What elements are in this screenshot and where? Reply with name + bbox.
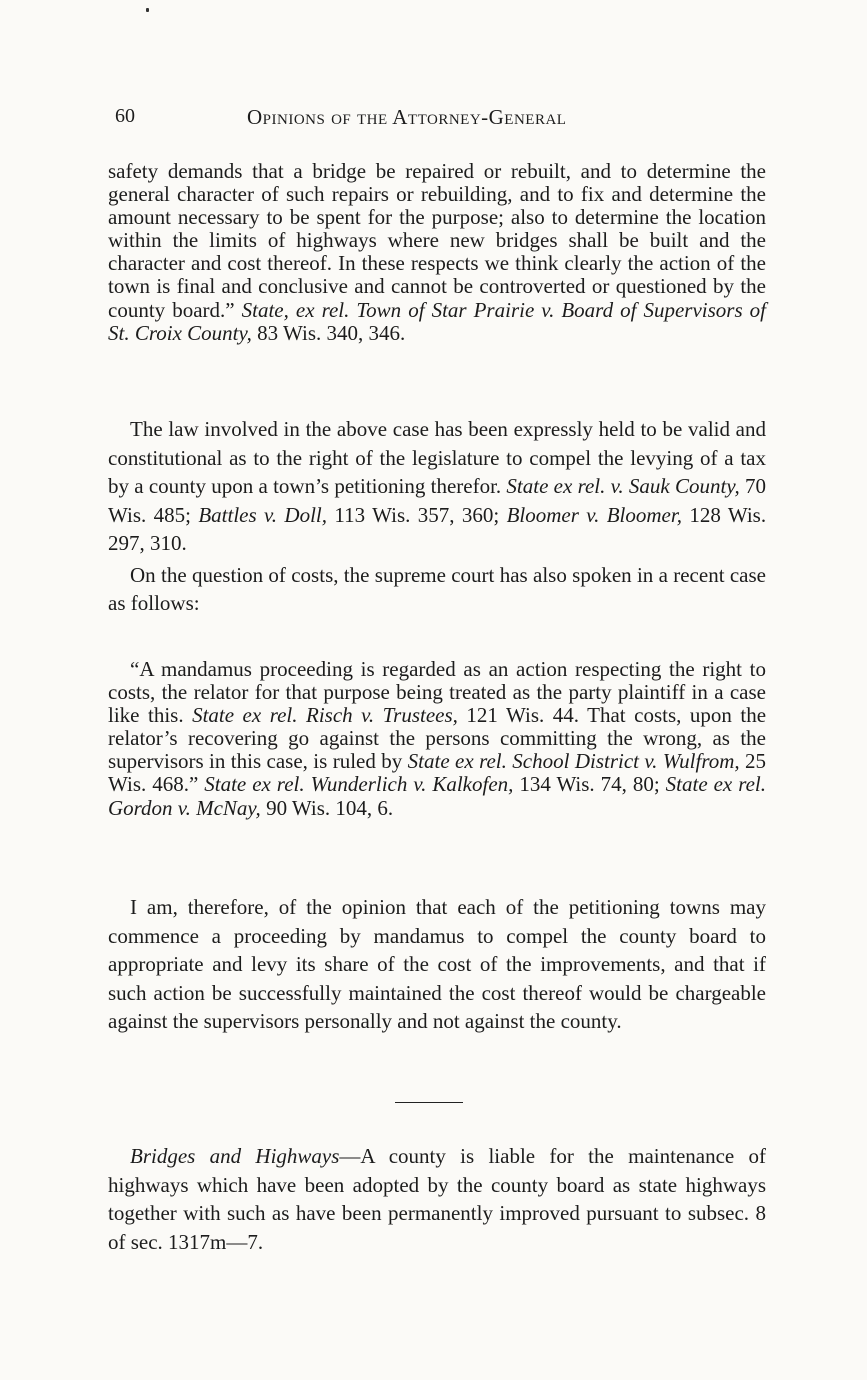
law-paragraph: [108, 415, 766, 618]
paragraph-text: On the question of costs, the supreme court has also spoken in a recent case as follows:: [108, 562, 766, 615]
case-cite: 70 Wis. 485;: [108, 474, 766, 527]
section-divider: [395, 1102, 463, 1103]
case-cite: 113 Wis. 357, 360;: [334, 502, 500, 527]
case-cite: 121 Wis. 44.: [466, 703, 580, 728]
case-cite: 90 Wis. 104, 6.: [266, 795, 394, 820]
case-name: State ex rel. Wunderlich v. Kalkofen,: [204, 772, 514, 797]
headnote-topic: Bridges and Highways: [130, 1144, 340, 1168]
quote-text: That costs, upon the relator’s recovering go against the persons committing the wrong, as the supervisors in this case, is ruled by: [108, 703, 767, 774]
quote-continuation: [108, 160, 766, 345]
running-title: Opinions of the Attorney-General: [247, 105, 567, 129]
page-number: 60: [115, 105, 135, 127]
ink-speck: [146, 8, 149, 12]
quote-text: safety demands that a bridge be repaired or rebuilt, and to determine the general character of such repairs or rebuilding, and to fix and determine the amount necessary to be spent for the purpose; also to determine the location within the limits of highways where new bridges shall be built and the character and cost thereof. In these respects we think clearly the action of the town is final and conclusive and cannot be controverted or questioned by the county board.”: [108, 159, 766, 322]
quote-text: “A mandamus proceeding is regarded as an action respecting the right to costs, the relator for that purpose being treated as the party plaintiff in a case like this.: [108, 657, 766, 728]
case-name: State ex rel. School District v. Wulfrom,: [407, 749, 740, 774]
case-name: State ex rel. v. Sauk County,: [506, 474, 740, 498]
opinion-paragraph: [108, 893, 766, 1036]
headnote: [108, 1142, 766, 1256]
paragraph-text: I am, therefore, of the opinion that each of the petitioning towns may commence a proceeding by mandamus to compel the county board to appropriate and levy its share of the cost of the improvements, and that if such action be successfully maintained the cost thereof would be chargeable against the supervisors personally and not against the county.: [108, 895, 766, 1033]
case-name: Battles v. Doll,: [198, 502, 328, 527]
case-name: State, ex rel. Town of Star Prairie v. Board of Supervisors of St. Croix County,: [108, 297, 767, 345]
case-name: State ex rel. Risch v. Trustees,: [192, 703, 458, 728]
case-cite: 25 Wis. 468.”: [108, 749, 767, 797]
case-cite: 134 Wis. 74, 80;: [519, 772, 660, 797]
paragraph-text: The law involved in the above case has been expressly held to be valid and constitutional as to the right of the legislature to compel the levying of a tax by a county upon a town’s petitioning therefor.: [108, 417, 766, 498]
case-name: Bloomer v. Bloomer,: [506, 502, 682, 527]
case-cite: 128 Wis. 297, 310.: [108, 502, 767, 555]
headnote-text: —A county is liable for the maintenance of highways which have been adopted by the county board as state highways together with such as have been permanently improved pursuant to subsec. 8 of sec. 1317m—7.: [108, 1144, 767, 1254]
case-name: State ex rel. Gordon v. McNay,: [108, 772, 767, 820]
page-header: [115, 105, 765, 133]
mandamus-quote: [108, 658, 766, 820]
case-cite: 83 Wis. 340, 346.: [257, 320, 406, 345]
